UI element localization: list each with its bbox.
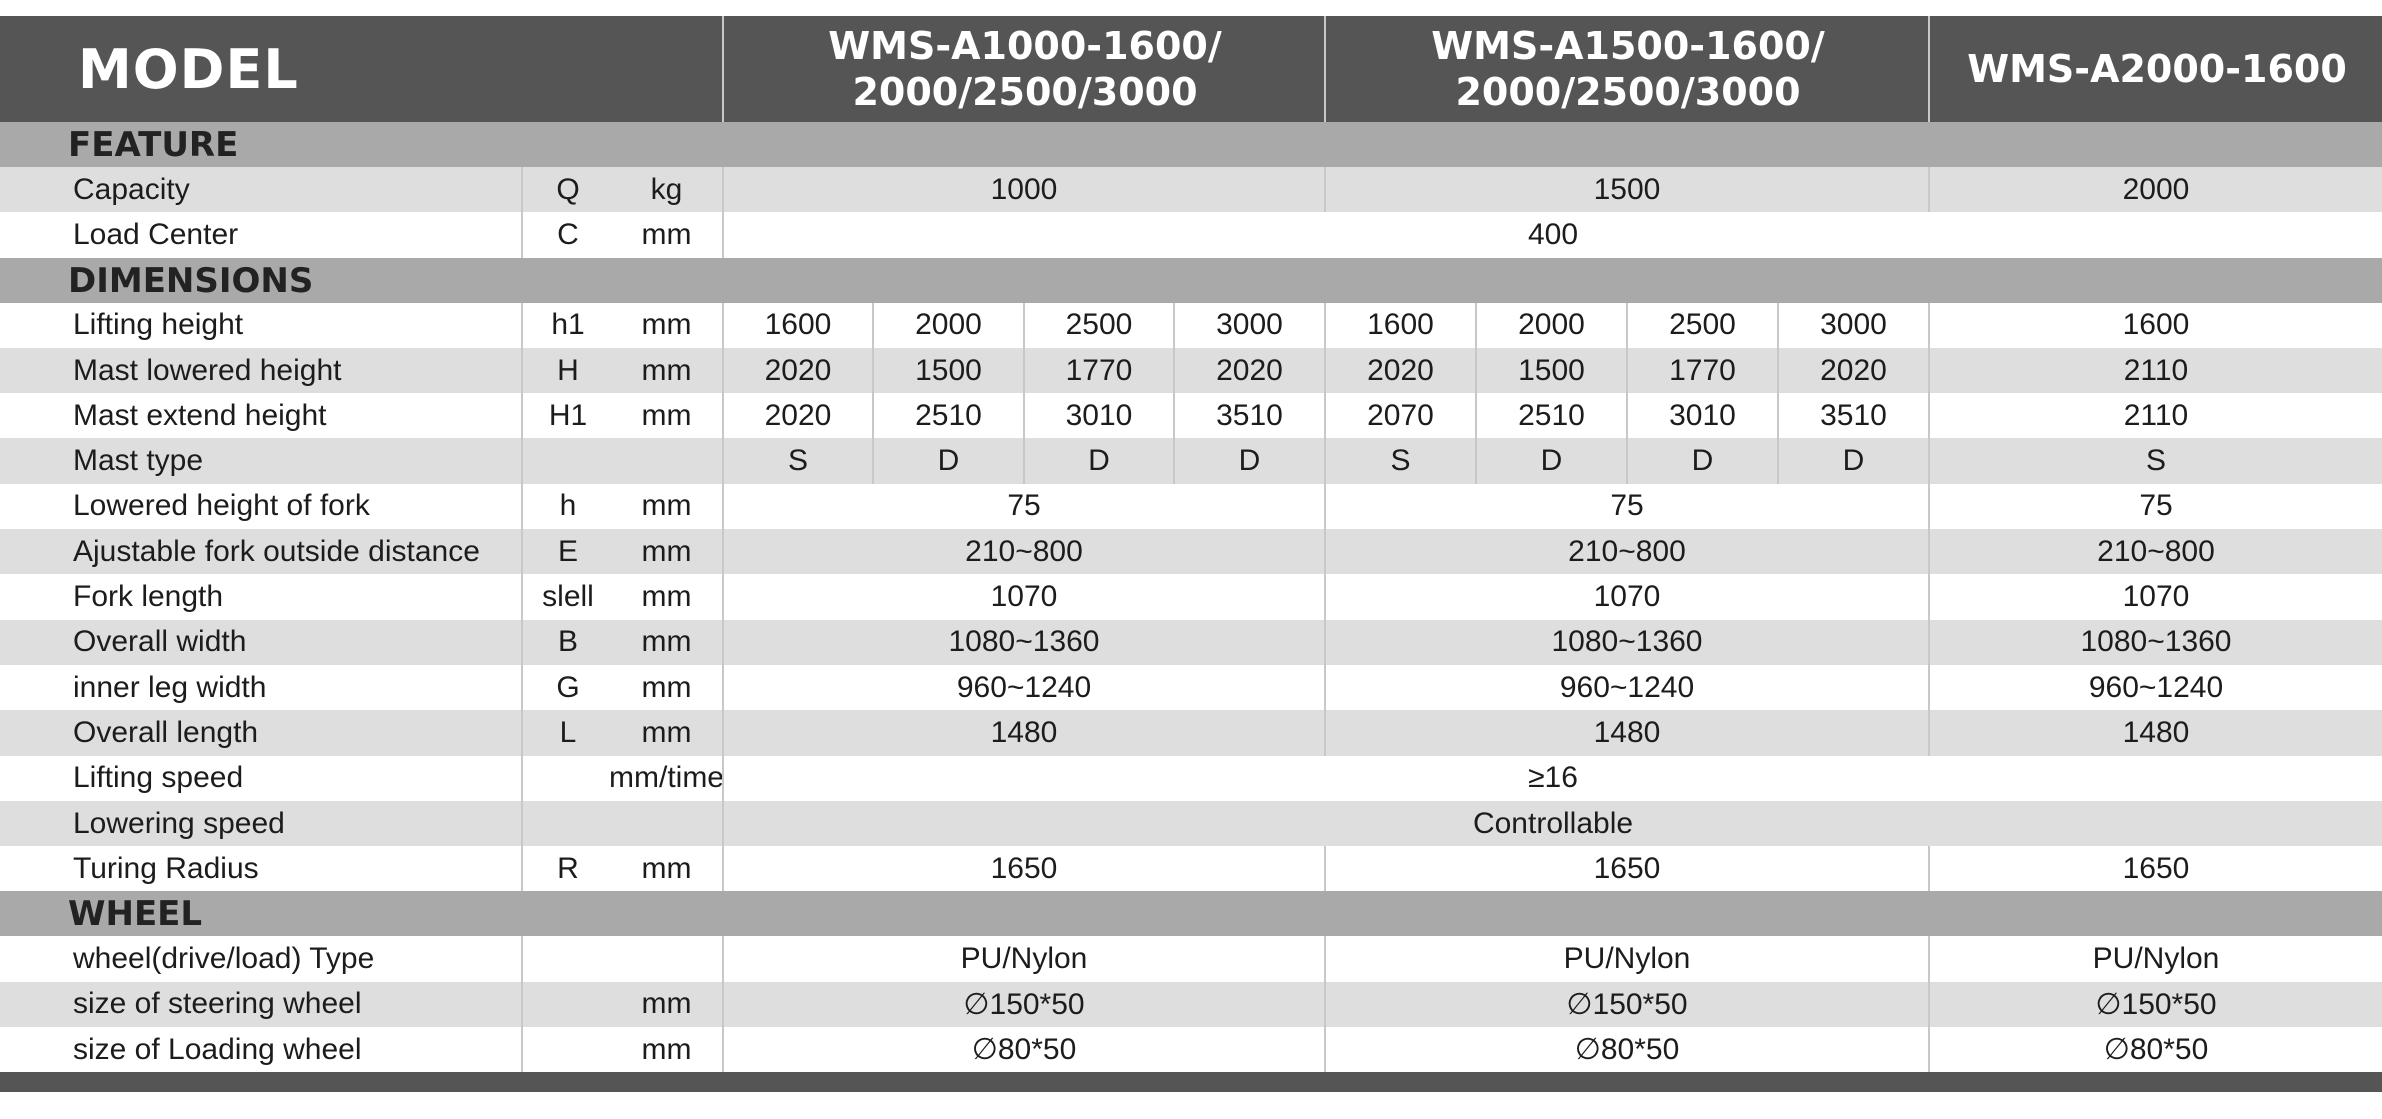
value-cell: 2000 <box>872 303 1023 348</box>
row-symbol: Q <box>521 167 613 212</box>
value-cell: 2000 <box>1928 167 2382 212</box>
table-row <box>0 620 2382 665</box>
row-unit: mm <box>641 217 692 251</box>
value-cell: 1500 <box>1324 167 1928 212</box>
value-cell: 2020 <box>1324 348 1475 393</box>
spec-table <box>0 16 2382 1092</box>
model-column-2: WMS-A1500-1600/ 2000/2500/3000 <box>1324 16 1930 122</box>
row-symbol <box>521 1027 613 1072</box>
value-cell: 2500 <box>1626 303 1777 348</box>
row-symbol <box>521 936 613 981</box>
value-cell: 2020 <box>722 393 872 438</box>
row-label: Load Center <box>73 217 239 251</box>
section-wheel: WHEEL <box>0 891 2382 936</box>
table-row <box>0 167 2382 212</box>
section-feature: FEATURE <box>0 122 2382 167</box>
value-cell: 75 <box>722 484 1324 529</box>
value-cell: 2000 <box>1475 303 1626 348</box>
row-label: Overall width <box>73 625 247 659</box>
section-dimensions: DIMENSIONS <box>0 258 2382 303</box>
value-cell: ∅150*50 <box>1928 982 2382 1027</box>
table-row <box>0 846 2382 891</box>
value-cell: 1600 <box>722 303 872 348</box>
value-cell: 2500 <box>1023 303 1173 348</box>
row-label: Fork length <box>73 580 224 614</box>
row-unit: mm <box>641 308 692 342</box>
value-cell: 2510 <box>872 393 1023 438</box>
row-label: size of Loading wheel <box>73 1032 362 1066</box>
row-unit: mm <box>641 670 692 704</box>
value-cell: ∅80*50 <box>722 1027 1324 1072</box>
row-symbol: H1 <box>521 393 613 438</box>
value-cell: PU/Nylon <box>1928 936 2382 981</box>
row-label: Mast type <box>73 444 204 478</box>
value-cell: 3510 <box>1777 393 1928 438</box>
value-cell: 1650 <box>722 846 1324 891</box>
row-symbol <box>521 982 613 1027</box>
row-symbol: h1 <box>521 303 613 348</box>
value-cell: PU/Nylon <box>722 936 1324 981</box>
row-label: size of steering wheel <box>73 987 362 1021</box>
row-unit: mm <box>641 1032 692 1066</box>
value-cell: 3510 <box>1173 393 1324 438</box>
value-cell: PU/Nylon <box>1324 936 1928 981</box>
table-row <box>0 348 2382 393</box>
row-symbol: L <box>521 710 613 755</box>
value-cell: 960~1240 <box>1928 665 2382 710</box>
row-unit: mm <box>641 851 692 885</box>
table-header <box>0 16 2382 122</box>
value-cell: 960~1240 <box>1324 665 1928 710</box>
row-symbol <box>521 801 613 846</box>
value-cell: 2510 <box>1475 393 1626 438</box>
row-symbol: B <box>521 620 613 665</box>
value-cell: D <box>1173 438 1324 483</box>
model-column-3: WMS-A2000-1600 <box>1928 16 2382 122</box>
table-row <box>0 303 2382 348</box>
table-row <box>0 801 2382 846</box>
footer-bar <box>0 1072 2382 1092</box>
row-symbol: E <box>521 529 613 574</box>
value-cell: 1480 <box>1928 710 2382 755</box>
value-cell: 3000 <box>1173 303 1324 348</box>
value-cell: 1500 <box>872 348 1023 393</box>
value-cell: D <box>1475 438 1626 483</box>
value-cell: 1650 <box>1324 846 1928 891</box>
value-cell: 2110 <box>1928 393 2382 438</box>
row-unit: mm <box>641 580 692 614</box>
row-unit <box>611 438 722 483</box>
row-label: Lifting height <box>73 308 244 342</box>
value-cell: D <box>872 438 1023 483</box>
value-cell: S <box>1928 438 2382 483</box>
row-unit: mm <box>641 625 692 659</box>
row-unit: mm <box>641 353 692 387</box>
row-unit: mm/time <box>609 761 724 795</box>
value-cell: 1650 <box>1928 846 2382 891</box>
value-cell: 2110 <box>1928 348 2382 393</box>
value-cell: 1480 <box>722 710 1324 755</box>
table-row <box>0 1027 2382 1072</box>
value-cell: 2070 <box>1324 393 1475 438</box>
row-symbol: R <box>521 846 613 891</box>
value-cell: 3010 <box>1626 393 1777 438</box>
row-label: inner leg width <box>73 670 267 704</box>
value-cell: 3000 <box>1777 303 1928 348</box>
value-cell: 1080~1360 <box>1324 620 1928 665</box>
model-label: MODEL <box>78 37 299 101</box>
value-cell: S <box>722 438 872 483</box>
row-label: Capacity <box>73 172 190 206</box>
value-cell: ∅150*50 <box>722 982 1324 1027</box>
value-cell: 2020 <box>722 348 872 393</box>
row-symbol <box>521 756 613 801</box>
value-cell: 210~800 <box>1324 529 1928 574</box>
row-unit <box>611 936 722 981</box>
row-label: Lowered height of fork <box>73 489 370 523</box>
value-cell: 1770 <box>1023 348 1173 393</box>
row-label: Lowering speed <box>73 806 285 840</box>
value-cell: 1600 <box>1324 303 1475 348</box>
row-label: Ajustable fork outside distance <box>73 534 480 568</box>
row-unit: mm <box>641 534 692 568</box>
value-cell: 1480 <box>1324 710 1928 755</box>
value-cell: 210~800 <box>1928 529 2382 574</box>
value-cell: 1070 <box>722 574 1324 619</box>
table-row <box>0 393 2382 438</box>
value-cell: 2020 <box>1173 348 1324 393</box>
value-cell: 1770 <box>1626 348 1777 393</box>
model-column-1: WMS-A1000-1600/ 2000/2500/3000 <box>722 16 1326 122</box>
row-symbol: C <box>521 212 613 257</box>
value-cell: D <box>1777 438 1928 483</box>
table-row <box>0 982 2382 1027</box>
row-label: Lifting speed <box>73 761 244 795</box>
table-row <box>0 529 2382 574</box>
value-cell: 1500 <box>1475 348 1626 393</box>
row-unit <box>611 801 722 846</box>
table-row <box>0 665 2382 710</box>
row-symbol: slell <box>521 574 613 619</box>
value-cell: Controllable <box>722 801 2382 846</box>
value-cell: 1070 <box>1928 574 2382 619</box>
value-cell: 1000 <box>722 167 1324 212</box>
row-unit: mm <box>641 987 692 1021</box>
value-cell: 1600 <box>1928 303 2382 348</box>
value-cell: 960~1240 <box>722 665 1324 710</box>
row-label: Turing Radius <box>73 851 259 885</box>
row-symbol <box>521 438 613 483</box>
value-cell: 1070 <box>1324 574 1928 619</box>
value-cell: 400 <box>722 212 2382 257</box>
row-unit: kg <box>650 172 683 206</box>
value-cell: 75 <box>1324 484 1928 529</box>
row-unit: mm <box>641 398 692 432</box>
table-row <box>0 574 2382 619</box>
row-unit: mm <box>641 715 692 749</box>
row-label: Mast lowered height <box>73 353 342 387</box>
value-cell: ∅80*50 <box>1324 1027 1928 1072</box>
row-label: Overall length <box>73 715 259 749</box>
table-row <box>0 936 2382 981</box>
table-row <box>0 438 2382 483</box>
value-cell: ∅80*50 <box>1928 1027 2382 1072</box>
value-cell: ∅150*50 <box>1324 982 1928 1027</box>
value-cell: 2020 <box>1777 348 1928 393</box>
row-label: wheel(drive/load) Type <box>73 942 375 976</box>
row-unit: mm <box>641 489 692 523</box>
value-cell: 75 <box>1928 484 2382 529</box>
row-symbol: h <box>521 484 613 529</box>
value-cell: 1080~1360 <box>722 620 1324 665</box>
value-cell: D <box>1023 438 1173 483</box>
value-cell: S <box>1324 438 1475 483</box>
value-cell: D <box>1626 438 1777 483</box>
table-row <box>0 710 2382 755</box>
table-row <box>0 484 2382 529</box>
row-symbol: G <box>521 665 613 710</box>
table-row <box>0 212 2382 257</box>
value-cell: 210~800 <box>722 529 1324 574</box>
value-cell: 1080~1360 <box>1928 620 2382 665</box>
table-row <box>0 756 2382 801</box>
value-cell: ≥16 <box>722 756 2382 801</box>
row-symbol: H <box>521 348 613 393</box>
value-cell: 3010 <box>1023 393 1173 438</box>
row-label: Mast extend height <box>73 398 327 432</box>
